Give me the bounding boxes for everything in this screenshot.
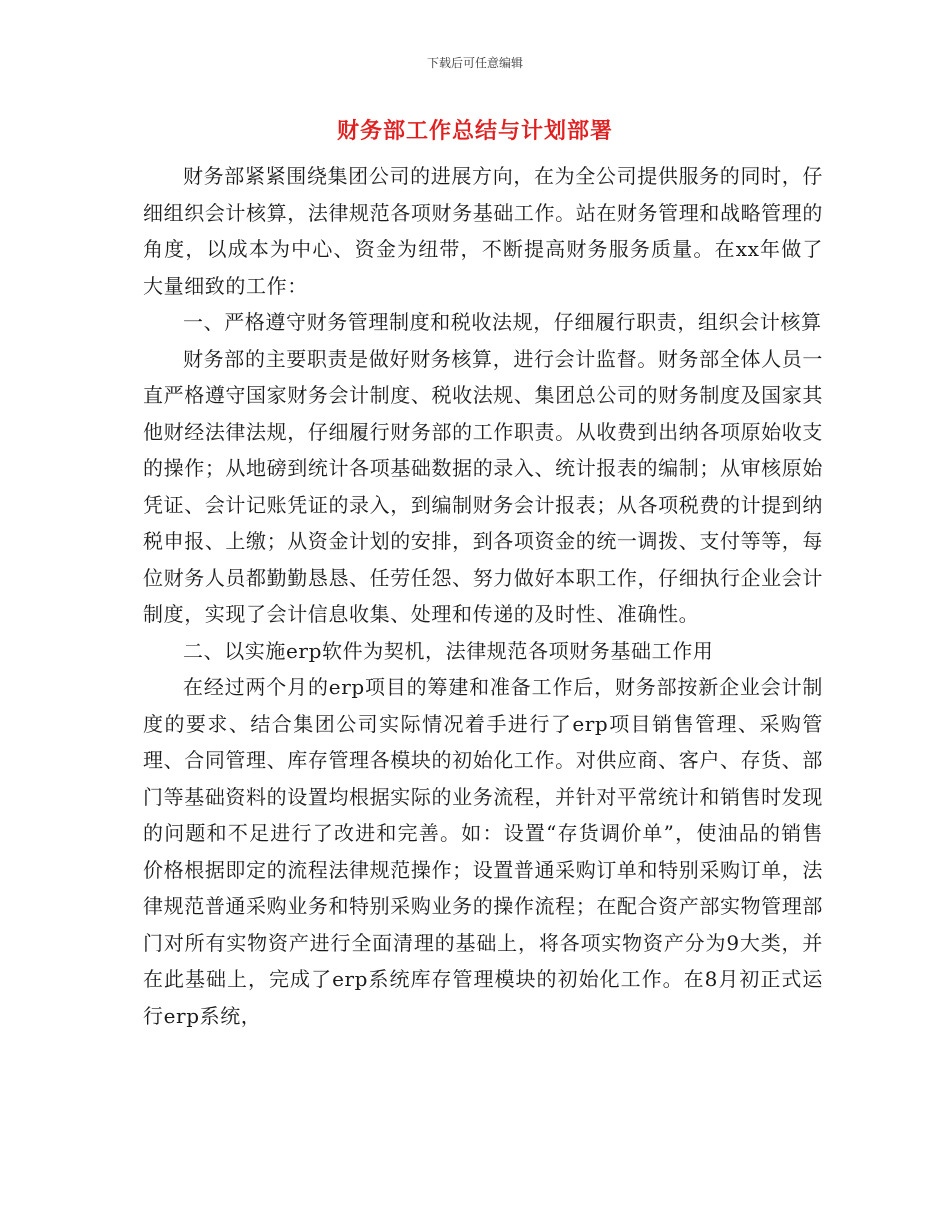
paragraph-section-1: 财务部的主要职责是做好财务核算，进行会计监督。财务部全体人员一直严格遵守国家财务会计制度、税收法规、集团总公司的财务制度及国家其他财经法律法规，仔细履行财务部的工作职责。从收费到出纳各项原始收支的操作；从地磅到统计各项基础数据的录入、统计报表的编制；从审核原始凭证、会计记账凭证的录入，到编制财务会计报表；从各项税费的计提到纳税申报、上缴；从资金计划的安排，到各项资金的统一调拨、支付等等，每位财务人员都勤勤恳恳、任劳任怨、努力做好本职工作，仔细执行企业会计制度，实现了会计信息收集、处理和传递的及时性、准确性。 bbox=[143, 346, 823, 626]
section-heading-2: 二、以实施erp软件为契机，法律规范各项财务基础工作用 bbox=[183, 638, 714, 663]
document-body bbox=[143, 158, 823, 1034]
document-title: 财务部工作总结与计划部署 bbox=[336, 119, 613, 144]
header-note: 下载后可任意编辑 bbox=[426, 56, 523, 70]
paragraph-section-2: 在经过两个月的erp项目的筹建和准备工作后，财务部按新企业会计制度的要求、结合集团公司实际情况着手进行了erp项目销售管理、采购管理、合同管理、库存管理各模块的初始化工作。对供应商、客户、存货、部门等基础资料的设置均根据实际的业务流程，并针对平常统计和销售时发现的问题和不足进行了改进和完善。如：设置“存货调价单”，使油品的销售价格根据即定的流程法律规范操作；设置普通采购订单和特别采购订单，法律规范普通采购业务和特别采购业务的操作流程；在配合资产部实物管理部门对所有实物资产进行全面清理的基础上，将各项实物资产分为9大类，并在此基础上，完成了erp系统库存管理模块的初始化工作。在8月初正式运行erp系统， bbox=[143, 675, 823, 1028]
section-heading-1: 一、严格遵守财务管理制度和税收法规，仔细履行职责，组织会计核算 bbox=[183, 310, 822, 334]
paragraph-intro: 财务部紧紧围绕集团公司的进展方向，在为全公司提供服务的同时，仔细组织会计核算，法律规范各项财务基础工作。站在财务管理和战略管理的角度，以成本为中心、资金为纽带，不断提高财务服务质量。在xx年做了大量细致的工作： bbox=[143, 164, 823, 298]
